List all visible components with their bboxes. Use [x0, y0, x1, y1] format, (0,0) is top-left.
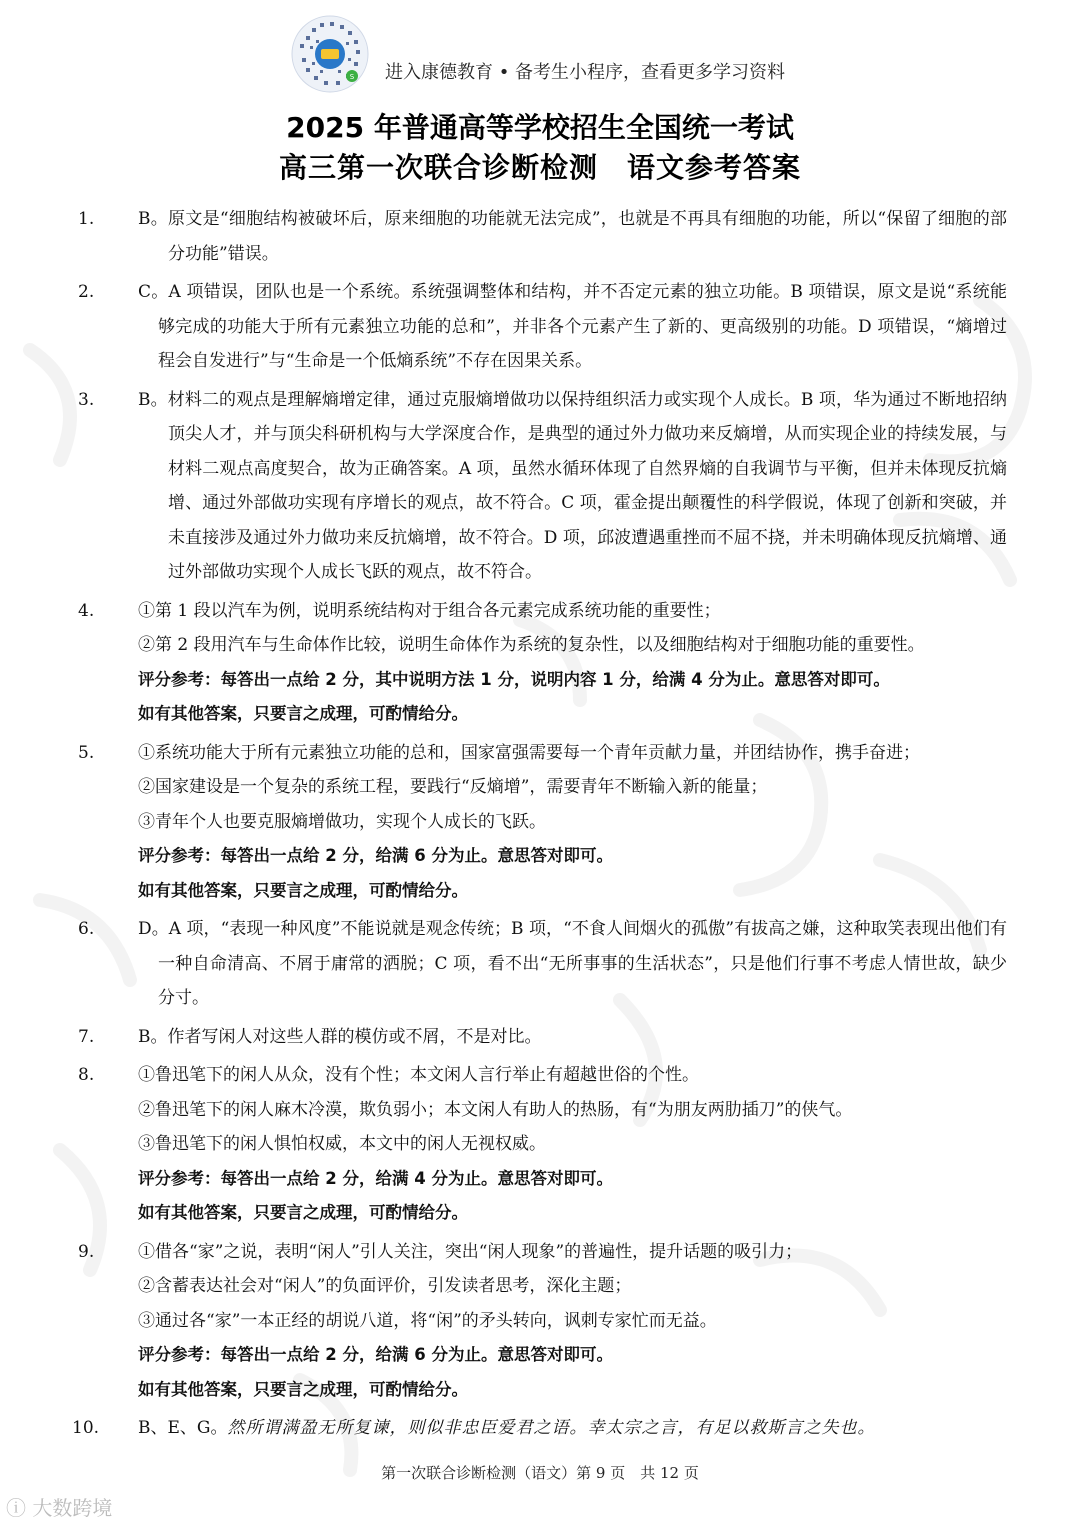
other-answer-note: 如有其他答案，只要言之成理，可酌情给分。 — [138, 704, 468, 723]
answer-point: ①鲁迅笔下的闲人从众，没有个性；本文闲人言行举止有超越世俗的个性。 — [138, 1065, 699, 1085]
scoring-note: 评分参考：每答出一点给 2 分，给满 4 分为止。意思答对即可。 — [138, 1168, 613, 1188]
answer-point: ②国家建设是一个复杂的系统工程，要践行“反熵增”，需要青年不断输入新的能量； — [138, 777, 768, 797]
answer-item-8 — [72, 1058, 1007, 1231]
logo-text: 大数跨境 — [32, 1496, 113, 1520]
mini-program-qr-code — [290, 14, 370, 94]
question-number: 9. — [78, 1241, 95, 1262]
answer-item-1 — [72, 202, 1007, 271]
answer-point: ②鲁迅笔下的闲人麻木冷漠，欺负弱小；本文闲人有助人的热肠，有“为朋友两肋插刀”的侠气。 — [138, 1099, 853, 1120]
scoring-note: 评分参考：每答出一点给 2 分，给满 6 分为止。意思答对即可。 — [138, 1345, 613, 1364]
promo-text: 进入康德教育 • 备考生小程序，查看更多学习资料 — [385, 62, 786, 83]
answer-item-4 — [72, 594, 1007, 732]
question-number: 3. — [78, 389, 95, 410]
page-footer: 第一次联合诊断检测（语文）第 9 页 共 12 页 — [381, 1464, 699, 1482]
watermark-logo — [6, 1492, 112, 1521]
other-answer-note: 如有其他答案，只要言之成理，可酌情给分。 — [138, 880, 468, 900]
answer-point: ①系统功能大于所有元素独立功能的总和，国家富强需要每一个青年贡献力量，并团结协作，携手奋进； — [138, 742, 920, 763]
answer-choice: B、E、G。 — [138, 1418, 228, 1438]
page-header — [290, 14, 850, 96]
answer-item-7 — [72, 1020, 1007, 1055]
answer-list — [72, 202, 1007, 1450]
question-number: 6. — [78, 919, 95, 939]
question-number: 7. — [78, 1026, 95, 1047]
answer-item-3 — [72, 383, 1007, 590]
answer-text: C。A 项错误，团队也是一个系统。系统强调整体和结构，并不否定元素的独立功能。B 项错误，原文是说“系统能够完成的功能大于所有元素独立功能的总和”，并非各个元素产生了新的、更高级别的功能。D 项错误，“熵增过程会自发进行”与“生命是一个低熵系统”不存在因果关系。 — [138, 282, 1007, 371]
other-answer-note: 如有其他答案，只要言之成理，可酌情给分。 — [138, 1203, 468, 1222]
answer-point: ③鲁迅笔下的闲人惧怕权威，本文中的闲人无视权威。 — [138, 1134, 546, 1154]
answer-key-title: 高三第一次联合诊断检测 语文参考答案 — [278, 151, 801, 184]
answer-item-10 — [72, 1411, 1007, 1446]
answer-point: ①借各“家”之说，表明“闲人”引人关注，突出“闲人现象”的普遍性，提升话题的吸引力； — [138, 1241, 803, 1262]
answer-point: ③青年个人也要克服熵增做功，实现个人成长的飞跃。 — [138, 811, 546, 832]
question-number: 1. — [78, 209, 95, 229]
question-number: 10. — [72, 1418, 100, 1438]
question-number: 2. — [78, 282, 95, 302]
answer-point: ②含蓄表达社会对“闲人”的负面评价，引发读者思考，深化主题； — [138, 1276, 632, 1296]
question-number: 5. — [78, 742, 95, 763]
scoring-note: 评分参考：每答出一点给 2 分，给满 6 分为止。意思答对即可。 — [138, 846, 613, 865]
answer-item-5 — [72, 736, 1007, 909]
answer-point: ③通过各“家”一本正经的胡说八道，将“闲”的矛头转向，讽刺专家忙而无益。 — [138, 1310, 717, 1331]
exam-title: 2025 年普通高等学校招生全国统一考试 — [286, 111, 794, 144]
logo-icon: ⓘ — [6, 1496, 26, 1520]
answer-text: 然所谓满盈无所复谏，则似非忠臣爱君之语。幸太宗之言，有足以救斯言之失也。 — [227, 1418, 876, 1438]
svg-text:S: S — [349, 73, 355, 81]
answer-text: D。A 项，“表现一种风度”不能说就是观念传统；B 项，“不食人间烟火的孤傲”有拔高之嫌，这种取笑表现出他们有一种自命清高、不屑于庸常的洒脱；C 项，看不出“无所事事的生活状态”，只是他们行事不考虑人情世故，缺少分寸。 — [138, 919, 1007, 1008]
answer-point: ②第 2 段用汽车与生命体作比较，说明生命体作为系统的复杂性，以及细胞结构对于细胞功能的重要性。 — [138, 635, 925, 655]
question-number: 4. — [78, 600, 95, 621]
answer-point: ①第 1 段以汽车为例，说明系统结构对于组合各元素完成系统功能的重要性； — [138, 600, 721, 621]
answer-item-6 — [72, 912, 1007, 1016]
other-answer-note: 如有其他答案，只要言之成理，可酌情给分。 — [138, 1379, 468, 1399]
answer-text: B。材料二的观点是理解熵增定律，通过克服熵增做功以保持组织活力或实现个人成长。B 项，华为通过不断地招纳顶尖人才，并与顶尖科研机构与大学深度合作，是典型的通过外力做功来反熵增，从而实现企业的持续发展，与材料二观点高度契合，故为正确答案。A 项，虽然水循环体现了自然界熵的自我调节与平衡，但并未体现反抗熵增、通过外部做功实现有序增长的观点，故不符合。C 项，霍金提出颠覆性的科学假说，体现了创新和突破，并未直接涉及通过外力做功来反抗熵增，故不符合。D 项，邱波遭遇重挫而不屈不挠，并未明确体现反抗熵增、通过外部做功实现个人成长飞跃的观点，故不符合。 — [138, 389, 1007, 582]
question-number: 8. — [78, 1065, 95, 1085]
scoring-note: 评分参考：每答出一点给 2 分，其中说明方法 1 分，说明内容 1 分，给满 4 分为止。意思答对即可。 — [138, 669, 890, 689]
answer-item-9 — [72, 1235, 1007, 1408]
answer-text: B。作者写闲人对这些人群的模仿或不屑，不是对比。 — [138, 1026, 542, 1047]
answer-text: B。原文是“细胞结构被破坏后，原来细胞的功能就无法完成”，也就是不再具有细胞的功能，所以“保留了细胞的部分功能”错误。 — [138, 209, 1007, 264]
answer-item-2 — [72, 275, 1007, 379]
